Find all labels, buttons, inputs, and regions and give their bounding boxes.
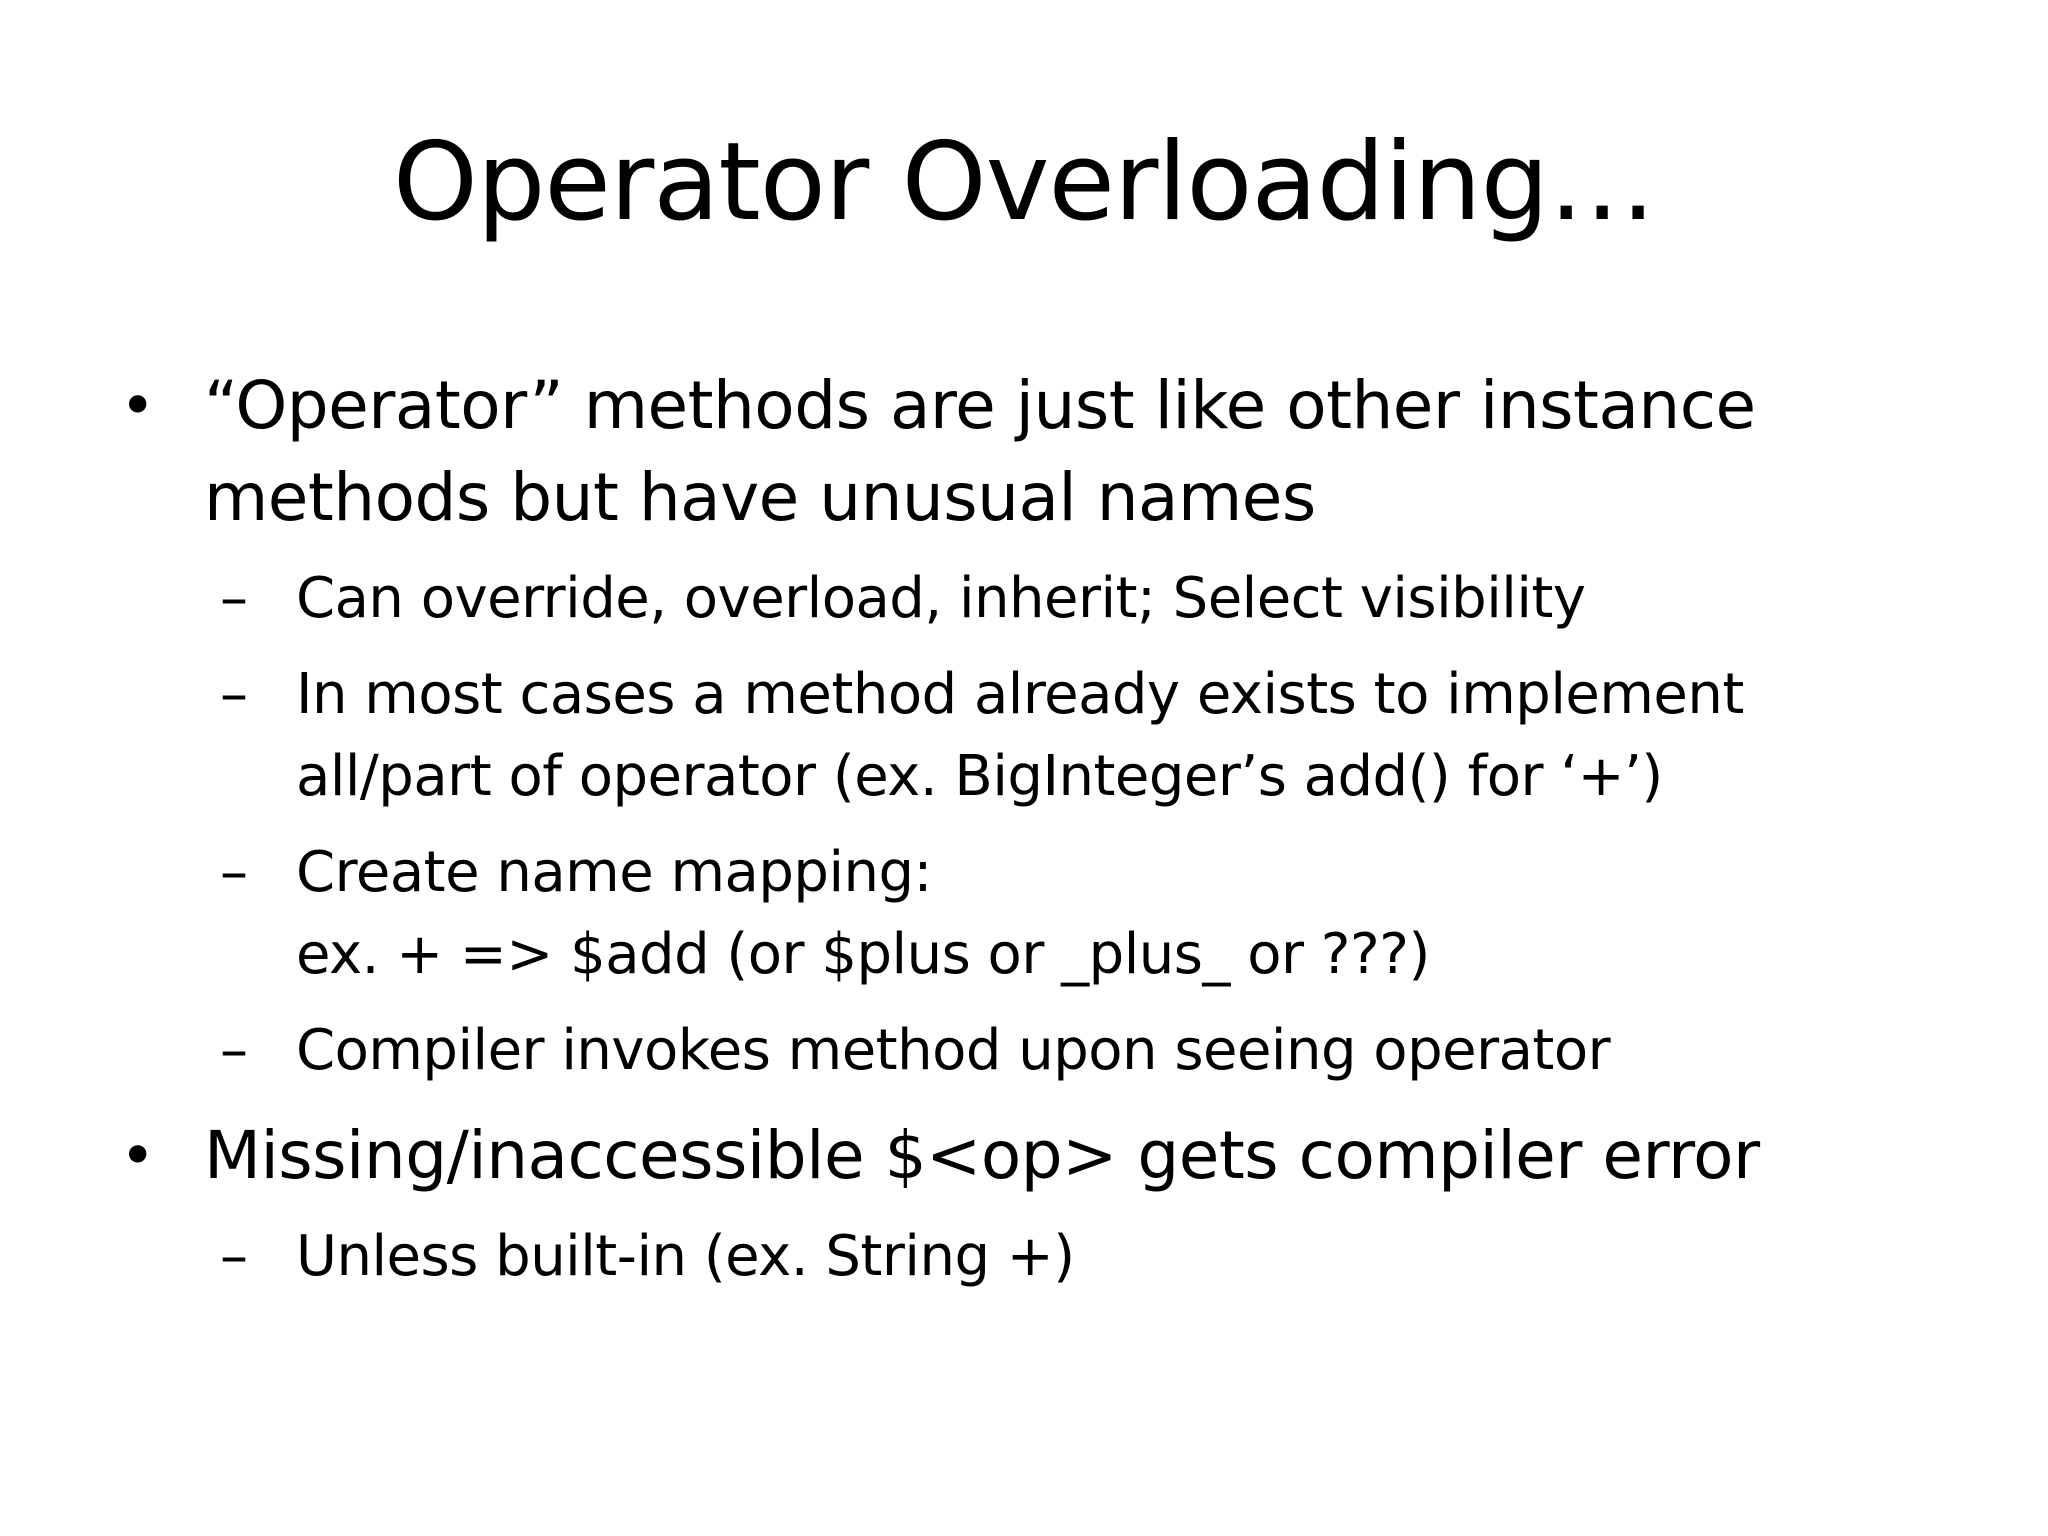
sub-bullet-text-line: ex. + => $add (or $plus or _plus_ or ???): [296, 922, 1430, 987]
sub-bullet-text-line: Unless built-in (ex. String +): [296, 1224, 1075, 1289]
sub-bullet-marker: –: [220, 566, 248, 631]
sub-bullet-item: [120, 1216, 1920, 1298]
sub-bullet-text-line: Compiler invokes method upon seeing operator: [296, 1018, 1611, 1083]
slide-title: Operator Overloading…: [392, 120, 1656, 245]
bullet-item: [120, 360, 1920, 544]
sub-bullet-text-line: Create name mapping:: [296, 840, 932, 905]
sub-bullet-text-line: Can override, overload, inherit; Select visibility: [296, 566, 1586, 631]
sub-bullet-marker: –: [220, 662, 248, 727]
sub-bullet-text-line: all/part of operator (ex. BigInteger’s add() for ‘+’): [296, 744, 1663, 809]
sub-bullet-item: [120, 1010, 1920, 1092]
sub-bullet-marker: –: [220, 1224, 248, 1289]
bullet-text-line: methods but have unusual names: [204, 459, 1316, 536]
bullet-marker: •: [120, 1121, 155, 1191]
sub-bullet-marker: –: [220, 1018, 248, 1083]
sub-bullet-text-line: In most cases a method already exists to implement: [296, 662, 1744, 727]
bullet-text-line: “Operator” methods are just like other instance: [204, 367, 1756, 444]
sub-bullet-item: [120, 558, 1920, 640]
sub-bullet-item: [120, 654, 1920, 818]
slide-content: [120, 360, 1920, 1298]
bullet-item: [120, 1110, 1920, 1202]
bullet-text-line: Missing/inaccessible $<op> gets compiler error: [204, 1117, 1760, 1194]
sub-bullet-marker: –: [220, 840, 248, 905]
sub-bullet-item: [120, 832, 1920, 996]
bullet-marker: •: [120, 371, 155, 441]
